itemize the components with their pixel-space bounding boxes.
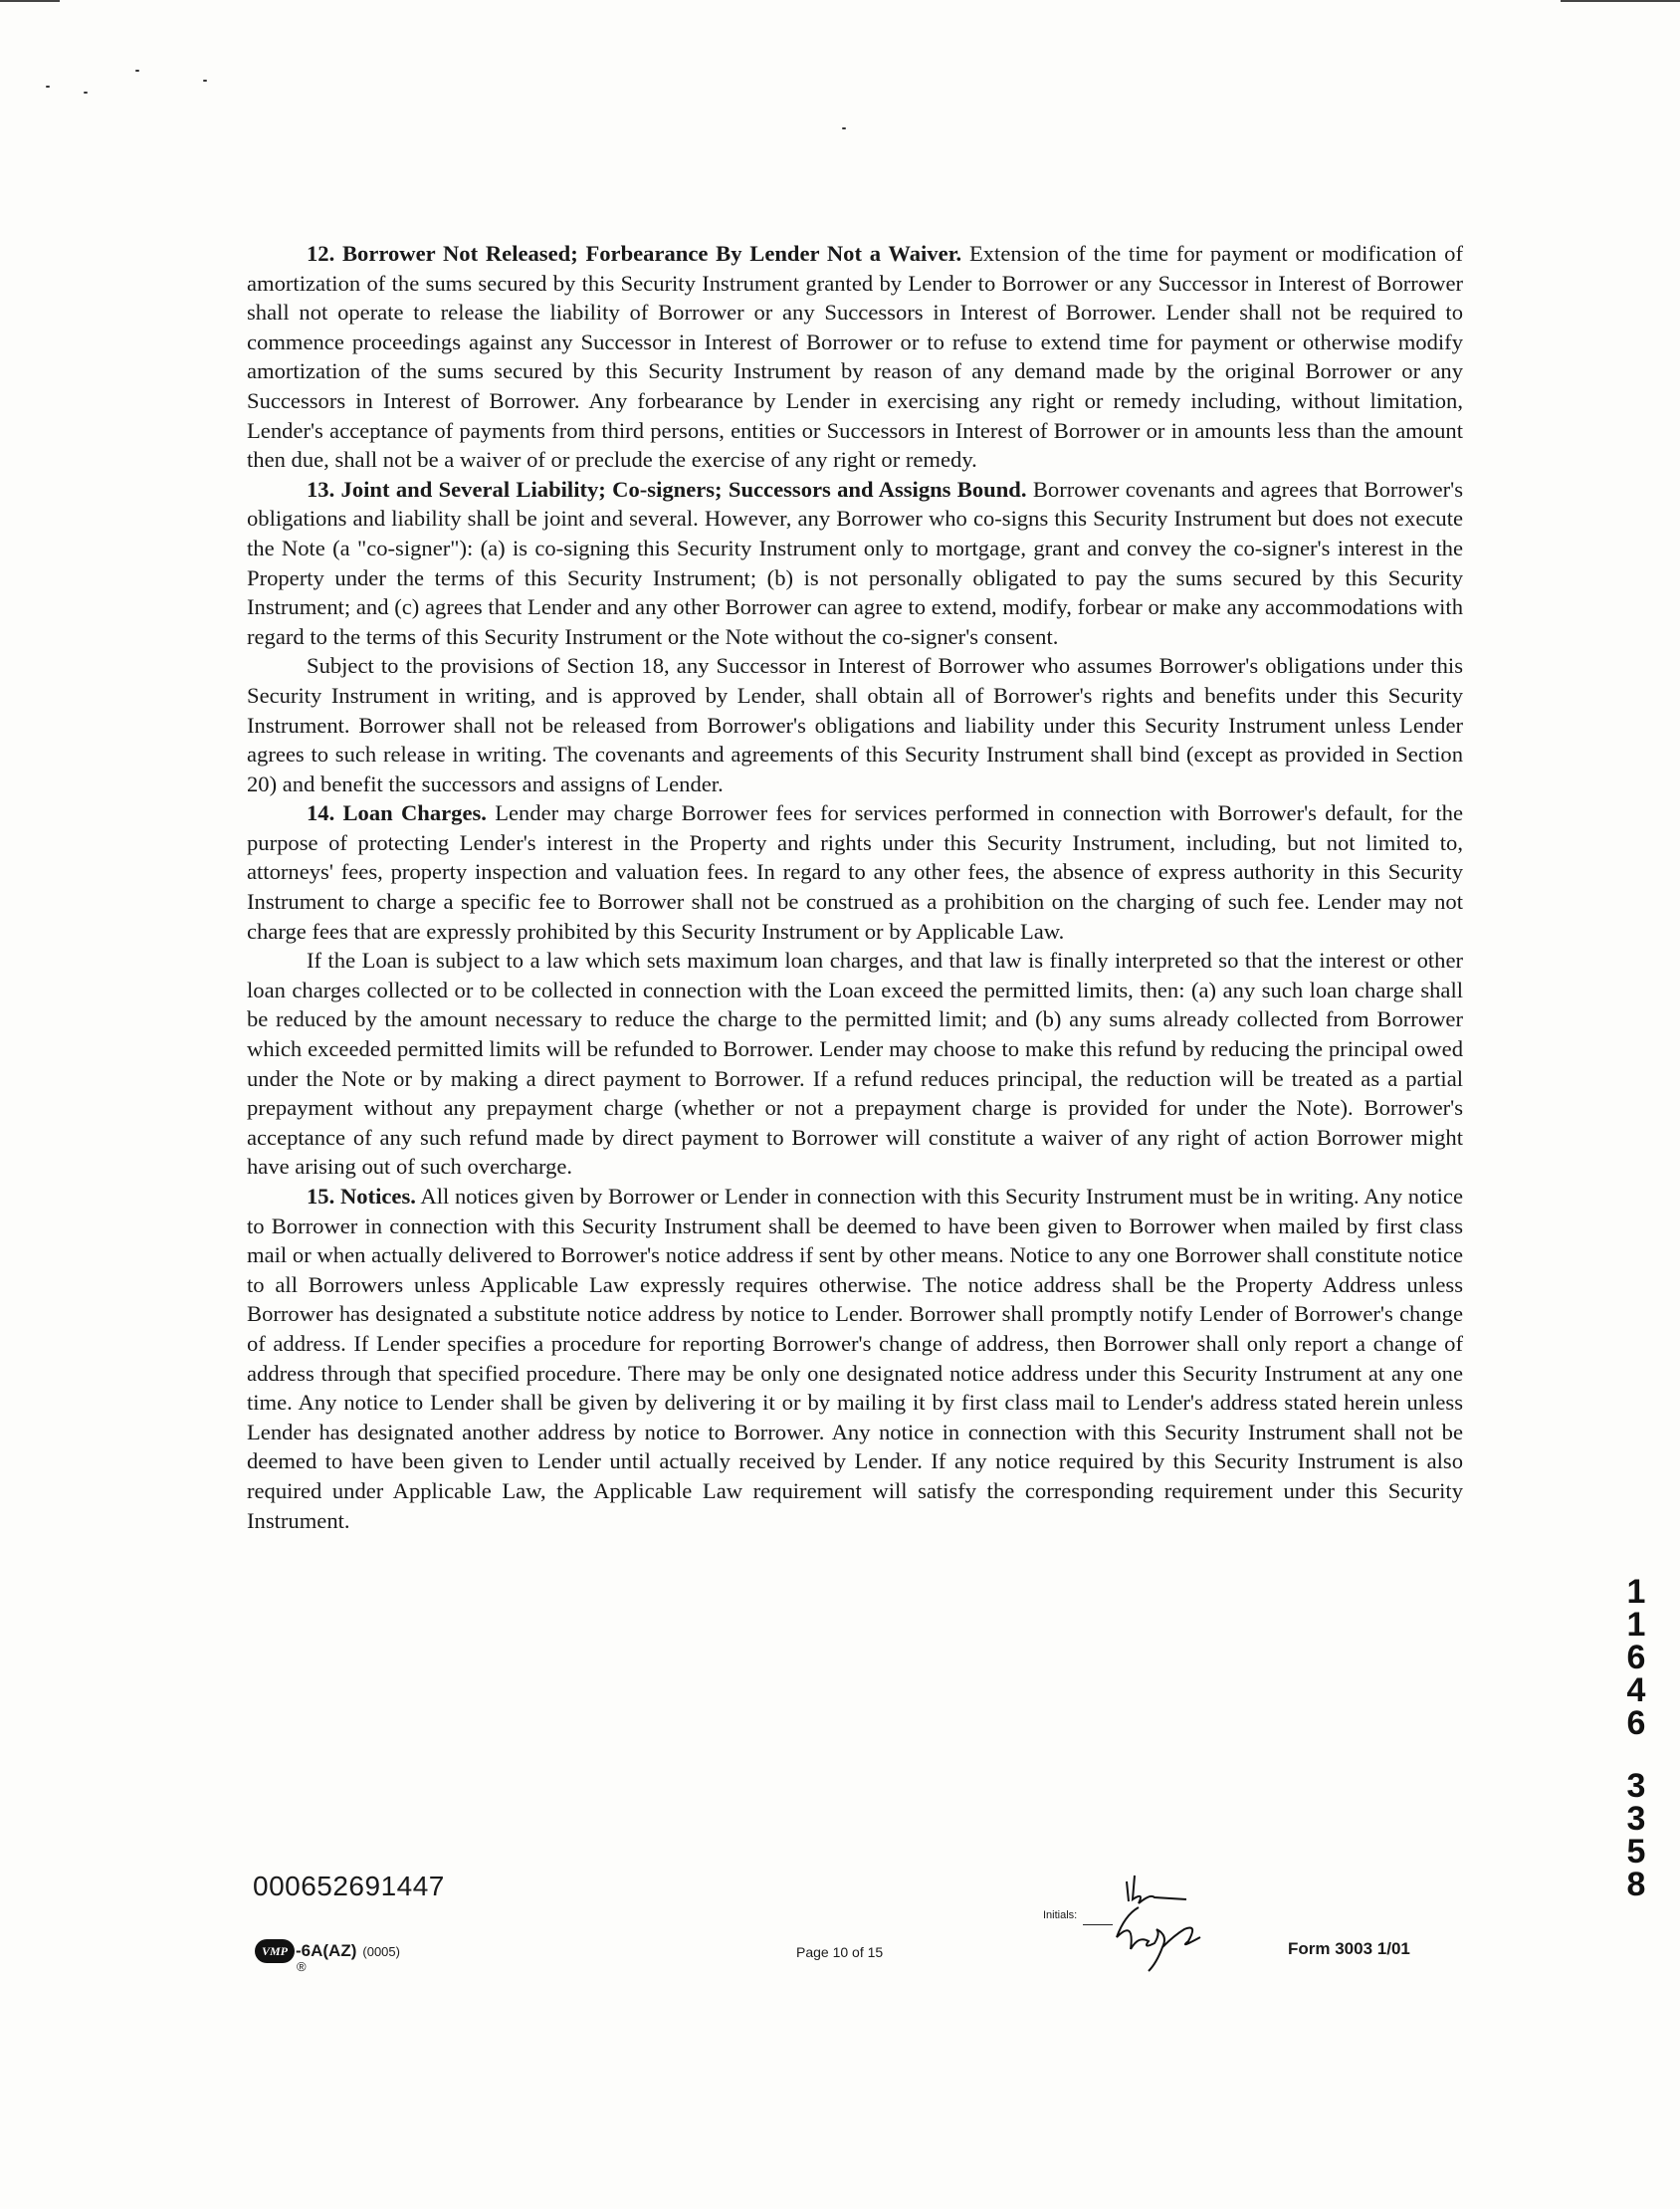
section-text: Lender may charge Borrower fees for services performed in connection with Borrower's default, for the purpose of protecting Lender's interest in the Property and rights under this Security Instrument, including, but not limited to, attorneys' fees, property inspection and valuation fees. In regard to any other fees, the absence of express authority in this Security Instrument to charge a specific fee to Borrower shall not be construed as a prohibition on the charging of such fee. Lender may not charge fees that are expressly prohibited by this Security Instrument or by Applicable Law. — [247, 800, 1463, 944]
section-heading: 14. Loan Charges. — [307, 800, 487, 826]
section-heading: 13. Joint and Several Liability; Co-signers; Successors and Assigns Bound. — [307, 476, 1027, 502]
scan-artifact-line — [0, 0, 60, 2]
stamp-gap — [1616, 1740, 1656, 1770]
page-number: Page 10 of 15 — [796, 1944, 884, 1960]
scan-speck — [46, 86, 50, 88]
stamp-digit: 6 — [1626, 1704, 1646, 1742]
stamp-digit: 6 — [1626, 1639, 1646, 1676]
section-heading: 12. Borrower Not Released; Forbearance By Lender Not a Waiver. — [307, 241, 962, 266]
scan-artifact-line — [1561, 0, 1680, 2]
section-15 — [247, 1182, 1463, 1535]
section-text: All notices given by Borrower or Lender in connection with this Security Instrument must be in writing. Any notice to Borrower in connection with this Security Instrument shall be deemed to have been given to Borrower when mailed by first class mail or when actually delivered to Borrower's notice address if sent by other means. Notice to any one Borrower shall constitute notice to all Borrowers unless Applicable Law expressly requires otherwise. The notice address shall be the Property Address unless Borrower has designated a substitute notice address by notice to Lender. Borrower shall promptly notify Lender of Borrower's change of address. If Lender specifies a procedure for reporting Borrower's change of address, then Borrower shall only report a change of address through that specified procedure. There may be only one designated notice address under this Security Instrument at any one time. Any notice to Lender shall be given by delivering it or by mailing it by first class mail to Lender's address stated herein unless Lender has designated another address by notice to Borrower. Any notice in connection with this Security Instrument shall not be deemed to have been given to Lender until actually received by Lender. If any notice required by this Security Instrument is also required under Applicable Law, the Applicable Law requirement will satisfy the corresponding requirement under this Security Instrument. — [247, 1184, 1463, 1533]
section-13 — [247, 475, 1463, 652]
stamp-digit: 3 — [1626, 1767, 1646, 1805]
stamp-digit: 5 — [1626, 1833, 1646, 1871]
scan-speck — [842, 127, 846, 129]
section-text: Borrower covenants and agrees that Borrower's obligations and liability shall be joint and several. However, any Borrower who co-signs this Security Instrument but does not execute the Note (a "co-signer"): (a) is co-signing this Security Instrument only to mortgage, grant and convey the co-signer's interest in the Property under the terms of this Security Instrument; (b) is not personally obligated to pay the sums secured by this Security Instrument; and (c) agrees that Lender and any other Borrower can agree to extend, modify, forbear or make any accommodations with regard to the terms of this Security Instrument or the Note without the co-signer's consent. — [247, 476, 1463, 649]
section-14-paragraph-2: If the Loan is subject to a law which sets maximum loan charges, and that law is finally interpreted so that the interest or other loan charges collected or to be collected in connection with the Loan exceed the permitted limits, then: (a) any such loan charge shall be reduced by the amount necessary to reduce the charge to the permitted limit; and (b) any sums already collected from Borrower which exceeded permitted limits will be refunded to Borrower. Lender may choose to make this refund by reducing the principal owed under the Note or by making a direct payment to Borrower. If a refund reduces principal, the reduction will be treated as a partial prepayment without any prepayment charge (whether or not a prepayment charge is provided for under the Note). Borrower's acceptance of any such refund made by direct payment to Borrower will constitute a waiver of any right of action Borrower might have arising out of such overcharge. — [247, 948, 1463, 1180]
section-text: Extension of the time for payment or modification of amortization of the sums secured by this Security Instrument granted by Lender to Borrower or any Successor in Interest of Borrower shall not operate to release the liability of Borrower or any Successors in Interest of Borrower. Lender shall not be required to commence proceedings against any Successor in Interest of Borrower or to refuse to extend time for payment or otherwise modify amortization of the sums secured by this Security Instrument by reason of any demand made by the original Borrower or any Successors in Interest of Borrower. Any forbearance by Lender in exercising any right or remedy including, without limitation, Lender's acceptance of payments from third persons, entities or Successors in Interest of Borrower or in amounts less than the amount then due, shall not be a waiver of or preclude the exercise of any right or remedy. — [247, 241, 1463, 473]
section-12 — [247, 239, 1463, 475]
stamp-digit: 1 — [1626, 1606, 1646, 1644]
scan-speck — [84, 92, 88, 94]
scan-speck — [135, 70, 139, 72]
stamp-digit: 3 — [1626, 1800, 1646, 1838]
document-body — [247, 239, 1463, 1535]
form-code — [296, 1941, 400, 1961]
stamp-digit: 8 — [1626, 1866, 1646, 1903]
initials-label: Initials: — [1043, 1909, 1078, 1921]
scan-speck — [203, 80, 207, 82]
stamp-digit: 4 — [1626, 1671, 1646, 1709]
form-number: Form 3003 1/01 — [1288, 1939, 1410, 1958]
stamp-digit: 1 — [1626, 1573, 1646, 1611]
vmp-logo: VMP — [255, 1939, 295, 1963]
section-heading: 15. Notices. — [307, 1184, 416, 1209]
loan-number: 000652691447 — [253, 1871, 445, 1901]
form-code-main: -6A(AZ) — [296, 1941, 357, 1960]
section-14 — [247, 798, 1463, 946]
initials-signature — [1105, 1864, 1214, 1975]
registered-mark: ® — [297, 1959, 307, 1974]
section-13-paragraph-2: Subject to the provisions of Section 18, any Successor in Interest of Borrower who assumes Borrower's obligations under this Security Instrument in writing, and is approved by Lender, shall obtain all of Borrower's rights and benefits under this Security Instrument. Borrower shall not be released from Borrower's obligations and liability under this Security Instrument unless Lender agrees to such release in writing. The covenants and agreements of this Security Instrument shall bind (except as provided in Section 20) and benefit the successors and assigns of Lender. — [247, 653, 1463, 796]
side-stamp-number — [1616, 1573, 1656, 1903]
form-code-suffix: (0005) — [362, 1944, 400, 1959]
